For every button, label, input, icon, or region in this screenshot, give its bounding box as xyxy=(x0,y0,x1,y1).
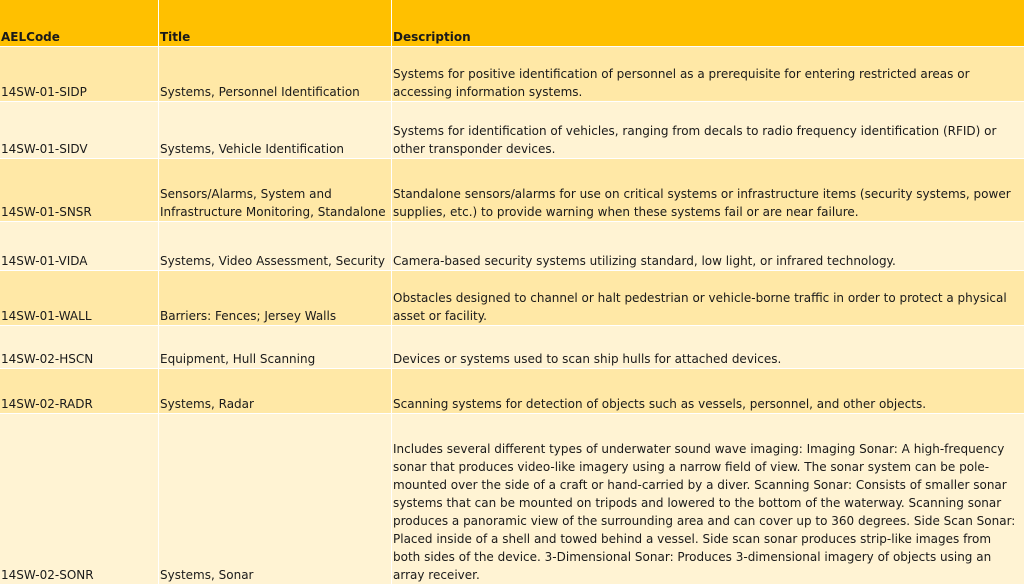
cell-aelcode: 14SW-01-SNSR xyxy=(0,159,158,221)
cell-description: Systems for identification of vehicles, ranging from decals to radio frequency identification (RFID) or other transponder devices. xyxy=(392,102,1024,158)
cell-title: Systems, Video Assessment, Security xyxy=(159,222,391,270)
cell-description: Systems for positive identification of personnel as a prerequisite for entering restricted areas or accessing information systems. xyxy=(392,47,1024,101)
cell-description: Obstacles designed to channel or halt pedestrian or vehicle-borne traffic in order to protect a physical asset or facility. xyxy=(392,271,1024,325)
cell-description: Standalone sensors/alarms for use on critical systems or infrastructure items (security systems, power supplies, etc.) to provide warning when these systems fail or are near failure. xyxy=(392,159,1024,221)
cell-title: Equipment, Hull Scanning xyxy=(159,326,391,368)
cell-description: Devices or systems used to scan ship hulls for attached devices. xyxy=(392,326,1024,368)
cell-aelcode: 14SW-01-WALL xyxy=(0,271,158,325)
cell-title: Barriers: Fences; Jersey Walls xyxy=(159,271,391,325)
cell-description: Camera-based security systems utilizing standard, low light, or infrared technology. xyxy=(392,222,1024,270)
header-description: Description xyxy=(392,0,1024,46)
cell-aelcode: 14SW-02-RADR xyxy=(0,369,158,413)
cell-description: Includes several different types of underwater sound wave imaging: Imaging Sonar: A high-frequency sonar that produces video-like imagery using a narrow field of view. The sonar system can be pole-mounted over the side of a craft or hand-carried by a diver. Scanning Sonar: Consists of smaller sonar systems that can be mounted on tripods and lowered to the bottom of the waterway. Scanning sonar produces a panoramic view of the surrounding area and can cover up to 360 degrees. Side Scan Sonar: Placed inside of a shell and towed behind a vessel. Side scan sonar produces strip-like images from both sides of the device. 3-Dimensional Sonar: Produces 3-dimensional imagery of objects using an array receiver. xyxy=(392,414,1024,584)
header-title: Title xyxy=(159,0,391,46)
cell-title: Systems, Radar xyxy=(159,369,391,413)
cell-description: Scanning systems for detection of objects such as vessels, personnel, and other objects. xyxy=(392,369,1024,413)
cell-aelcode: 14SW-01-VIDA xyxy=(0,222,158,270)
cell-aelcode: 14SW-02-HSCN xyxy=(0,326,158,368)
cell-aelcode: 14SW-01-SIDP xyxy=(0,47,158,101)
cell-title: Systems, Vehicle Identification xyxy=(159,102,391,158)
cell-aelcode: 14SW-01-SIDV xyxy=(0,102,158,158)
cell-title: Systems, Personnel Identification xyxy=(159,47,391,101)
header-aelcode: AELCode xyxy=(0,0,158,46)
cell-title: Sensors/Alarms, System and Infrastructure Monitoring, Standalone xyxy=(159,159,391,221)
cell-aelcode: 14SW-02-SONR xyxy=(0,414,158,584)
cell-title: Systems, Sonar xyxy=(159,414,391,584)
